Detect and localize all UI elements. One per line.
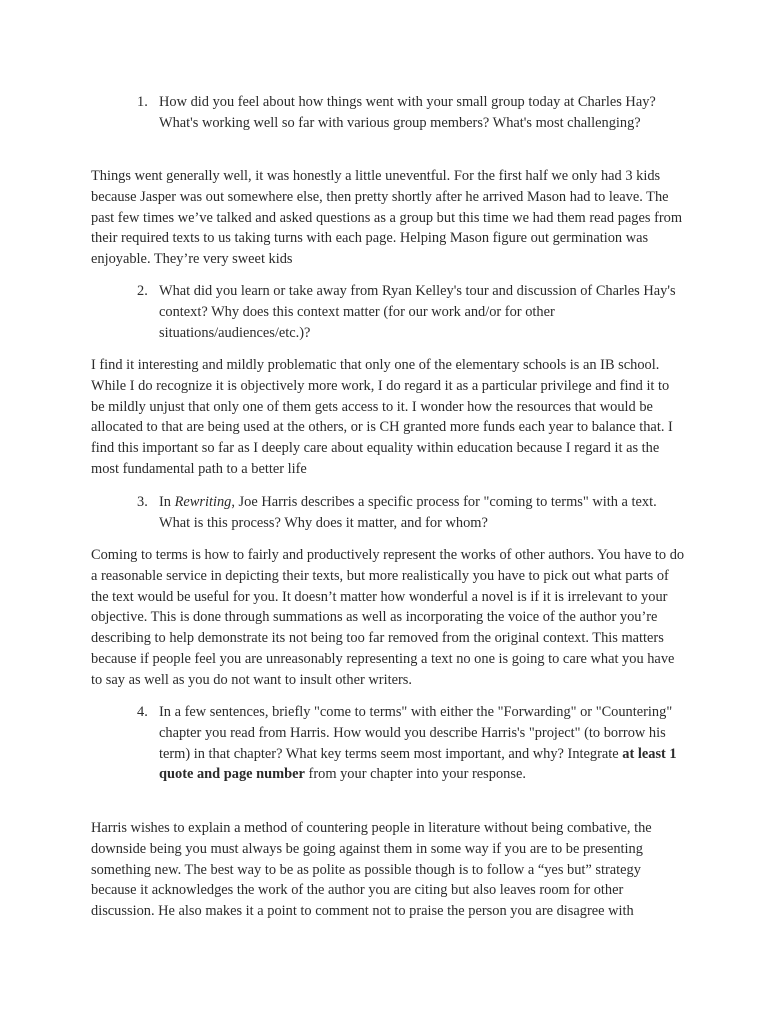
- book-title: Rewriting: [174, 494, 232, 510]
- emphasis-text: at least 1 quote and page number: [159, 745, 677, 783]
- answer-4: Harris wishes to explain a method of countering people in literature without being combative, the downside being you must always be going against them in some way if you are to be presenting something new. The best way to be as polite as possible though is to follow a “yes but” strategy because it acknowledges the work of the author you are citing but also leaves room for other discussion. He also makes it a point to comment not to praise the person you are disagree with: [91, 820, 652, 920]
- question-text: [159, 702, 677, 785]
- question-text-start: In a few sentences, briefly "come to terms" with either the "Forwarding" or "Countering" chapter you read from Harris. How would you describe Harris's "project" (to borrow his term) in that chapter? What key terms seem most important, and why? Integrate: [159, 704, 673, 762]
- question-2: [137, 281, 677, 343]
- answer-1: Things went generally well, it was honestly a little uneventful. For the first half we only had 3 kids because Jasper was out somewhere else, then pretty shortly after he arrived Mason had to leave. The past few times we’ve talked and asked questions as a group but this time we had them read pages from their required texts to us taking turns with each page. Helping Mason figure out germination was enjoyable. They’re very sweet kids: [91, 168, 683, 268]
- question-4: [137, 702, 677, 785]
- question-text-end: from your chapter into your response.: [304, 766, 526, 783]
- question-3: [137, 492, 677, 534]
- question-number: 4.: [137, 704, 148, 720]
- answer-2: I find it interesting and mildly problematic that only one of the elementary schools is an IB school. While I do recognize it is objectively more work, I do regard it as a particular privilege and find it to be mildly unjust that only one of them gets access to it. I wonder how the resources that would be allocated to that are being used at the others, or is CH granted more funds each year to balance that. I find this important so far as I deeply care about equality within education because I regard it as the most fundamental path to a better life: [91, 357, 673, 477]
- question-text-end: , Joe Harris describes a specific process for "coming to terms" with a text. What is this process? Why does it matter, and for whom?: [159, 494, 657, 531]
- answer-3: Coming to terms is how to fairly and productively represent the works of other authors. You have to do a reasonable service in depicting their texts, but more realistically you have to pick out what parts of the text would be useful for you. It doesn’t matter how wonderful a novel is if it is irrelevant to your objective. This is done through summations as well as incorporating the voice of the author you’re describing to help demonstrate its not being too far removed from the original context. This matters because if people feel you are unreasonably representing a text no one is going to care what you have to say as well as you do not want to insult other writers.: [91, 547, 685, 688]
- question-text-start: In: [159, 494, 175, 510]
- question-text: How did you feel about how things went with your small group today at Charles Hay? What's working well so far with various group members? What's most challenging?: [159, 94, 656, 131]
- question-number: 1.: [137, 94, 148, 110]
- question-text: What did you learn or take away from Ryan Kelley's tour and discussion of Charles Hay's context? Why does this context matter (for our work and/or for other situations/audiences/etc.)?: [159, 283, 676, 341]
- question-1: [137, 92, 677, 134]
- question-number: 2.: [137, 283, 148, 299]
- question-text: [159, 492, 677, 534]
- question-number: 3.: [137, 494, 148, 510]
